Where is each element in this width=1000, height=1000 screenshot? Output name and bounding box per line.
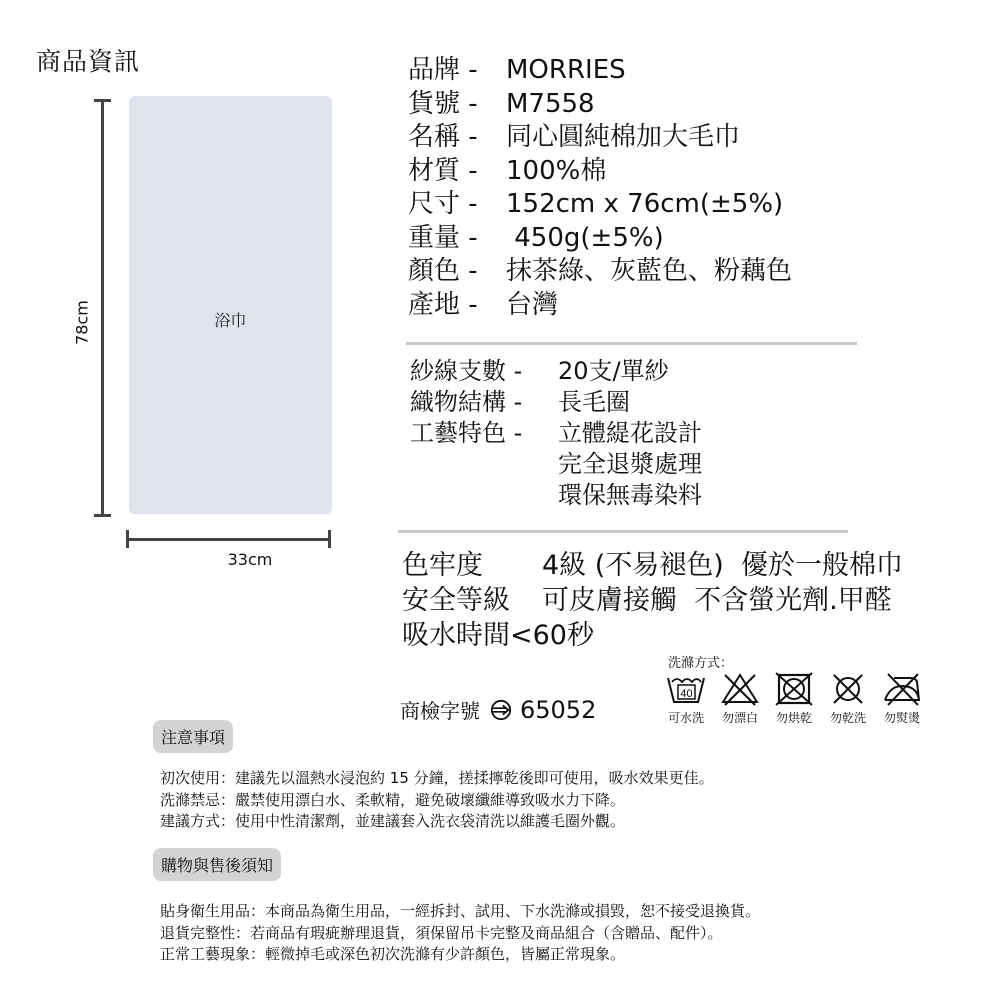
feature-key: 紗線支數 - <box>410 357 523 385</box>
feature-row <box>410 356 702 387</box>
feature-value: 20支/單紗 <box>558 357 669 385</box>
towel-label: 浴巾 <box>214 311 247 330</box>
quality-value: 4級 (不易褪色) 優於一般棉巾 <box>542 550 903 581</box>
wash-label: 勿烘乾 <box>775 711 812 725</box>
washing-icons <box>664 672 924 726</box>
spec-row-sku <box>408 88 792 122</box>
quality-label: 色牢度 <box>402 550 483 581</box>
spec-key: 名稱 - <box>408 122 478 152</box>
feature-row <box>410 480 702 511</box>
spec-key: 顏色 - <box>408 256 478 286</box>
notice-line: 初次使用：建議先以溫熱水浸泡約 15 分鐘，搓揉擰乾後即可使用，吸水效果更佳。 <box>160 769 714 787</box>
wash-item <box>664 672 708 726</box>
spec-key: 材質 - <box>408 155 478 186</box>
spec-value: M7558 <box>506 88 595 119</box>
wash-label: 勿漂白 <box>721 711 758 725</box>
quality-row-colorfastness <box>402 548 903 583</box>
towel-diagram <box>129 96 332 514</box>
policy-line: 退貨完整性：若商品有瑕疵辦理退貨，須保留吊卡完整及商品組合（含贈品、配件）。 <box>160 923 723 942</box>
spec-value: 100%棉 <box>506 155 607 186</box>
feature-row <box>410 449 702 480</box>
notice-tag: 注意事項 <box>153 720 233 753</box>
spec-key: 重量 - <box>408 222 478 253</box>
quality-list <box>402 548 903 653</box>
wash-item <box>772 672 816 726</box>
no-bleach-icon <box>720 672 760 706</box>
wash-40-icon <box>666 672 706 706</box>
inspection-value: 65052 <box>520 695 597 724</box>
spec-key: 品牌 - <box>408 55 478 85</box>
no-tumble-dry-icon <box>774 672 814 706</box>
wash-label: 勿乾洗 <box>829 711 866 725</box>
wash-item <box>826 672 870 726</box>
bsmi-mark-icon <box>490 699 512 721</box>
spec-row-origin <box>408 289 792 323</box>
height-dimension-cap <box>94 514 111 517</box>
spec-value: MORRIES <box>506 55 626 85</box>
feature-value: 立體緹花設計 <box>558 419 702 447</box>
quality-row-absorption <box>402 618 903 653</box>
notice-list <box>160 768 714 833</box>
feature-row <box>410 418 702 449</box>
spec-row-brand <box>408 54 792 88</box>
svg-text:40: 40 <box>680 688 693 700</box>
notice-line: 洗滌禁忌：嚴禁使用漂白水、柔軟精，避免破壞纖維導致吸水力下降。 <box>160 790 626 809</box>
spec-value: 152cm x 76cm(±5%) <box>506 189 784 219</box>
spec-value: 同心圓純棉加大毛巾 <box>506 122 741 152</box>
quality-row-safety <box>402 583 903 618</box>
policy-tag: 購物與售後須知 <box>153 848 281 881</box>
spec-list <box>408 54 792 322</box>
width-dimension-cap <box>126 530 129 548</box>
width-dimension-line <box>127 538 330 541</box>
width-label: 33cm <box>227 550 273 569</box>
spec-value: 450g(±5%) <box>506 222 664 253</box>
spec-row-color <box>408 255 792 289</box>
inspection-label: 商檢字號 <box>400 699 480 723</box>
inspection-number <box>400 695 596 724</box>
quality-label: 吸水時間<60秒 <box>402 620 594 651</box>
spec-key: 產地 - <box>408 289 478 320</box>
feature-list <box>410 356 702 511</box>
spec-row-material <box>408 155 792 189</box>
feature-key: 工藝特色 - <box>410 419 523 447</box>
feature-key <box>410 480 558 511</box>
height-dimension-line <box>101 100 104 516</box>
width-dimension-cap <box>328 530 331 548</box>
spec-row-size <box>408 188 792 222</box>
washing-title: 洗滌方式： <box>668 656 734 671</box>
feature-value: 長毛圈 <box>558 388 630 416</box>
wash-item <box>718 672 762 726</box>
height-label: 78cm <box>72 300 92 345</box>
wash-label: 可水洗 <box>667 711 704 725</box>
no-iron-icon <box>882 672 922 706</box>
spec-key: 尺寸 - <box>408 189 478 219</box>
spec-value: 抹茶綠、灰藍色、粉藕色 <box>506 256 793 286</box>
policy-line: 貼身衛生用品：本商品為衛生用品，一經拆封、試用、下水洗滌或損毀，恕不接受退換貨。 <box>160 902 761 920</box>
wash-item <box>880 672 924 726</box>
quality-value: 可皮膚接觸 不含螢光劑.甲醛 <box>542 585 892 616</box>
height-dimension-cap <box>94 99 111 102</box>
notice-line: 建議方式：使用中性清潔劑，並建議套入洗衣袋清洗以維護毛圈外觀。 <box>160 812 626 830</box>
page-title: 商品資訊 <box>36 47 141 76</box>
wash-label: 勿熨燙 <box>883 711 920 725</box>
feature-key: 織物結構 - <box>410 388 523 416</box>
feature-row <box>410 387 702 418</box>
feature-key <box>410 449 558 480</box>
policy-list <box>160 901 760 966</box>
spec-value: 台灣 <box>506 289 559 320</box>
feature-value: 完全退漿處理 <box>558 450 702 478</box>
quality-label: 安全等級 <box>402 585 510 616</box>
no-dry-clean-icon <box>828 672 868 706</box>
spec-key: 貨號 - <box>408 88 478 119</box>
spec-row-weight <box>408 222 792 256</box>
feature-value: 環保無毒染料 <box>558 481 702 509</box>
spec-row-name <box>408 121 792 155</box>
section-divider <box>406 342 857 345</box>
section-divider <box>398 530 848 533</box>
policy-line: 正常工藝現象：輕微掉毛或深色初次洗滌有少許顏色，皆屬正常現象。 <box>160 945 626 963</box>
